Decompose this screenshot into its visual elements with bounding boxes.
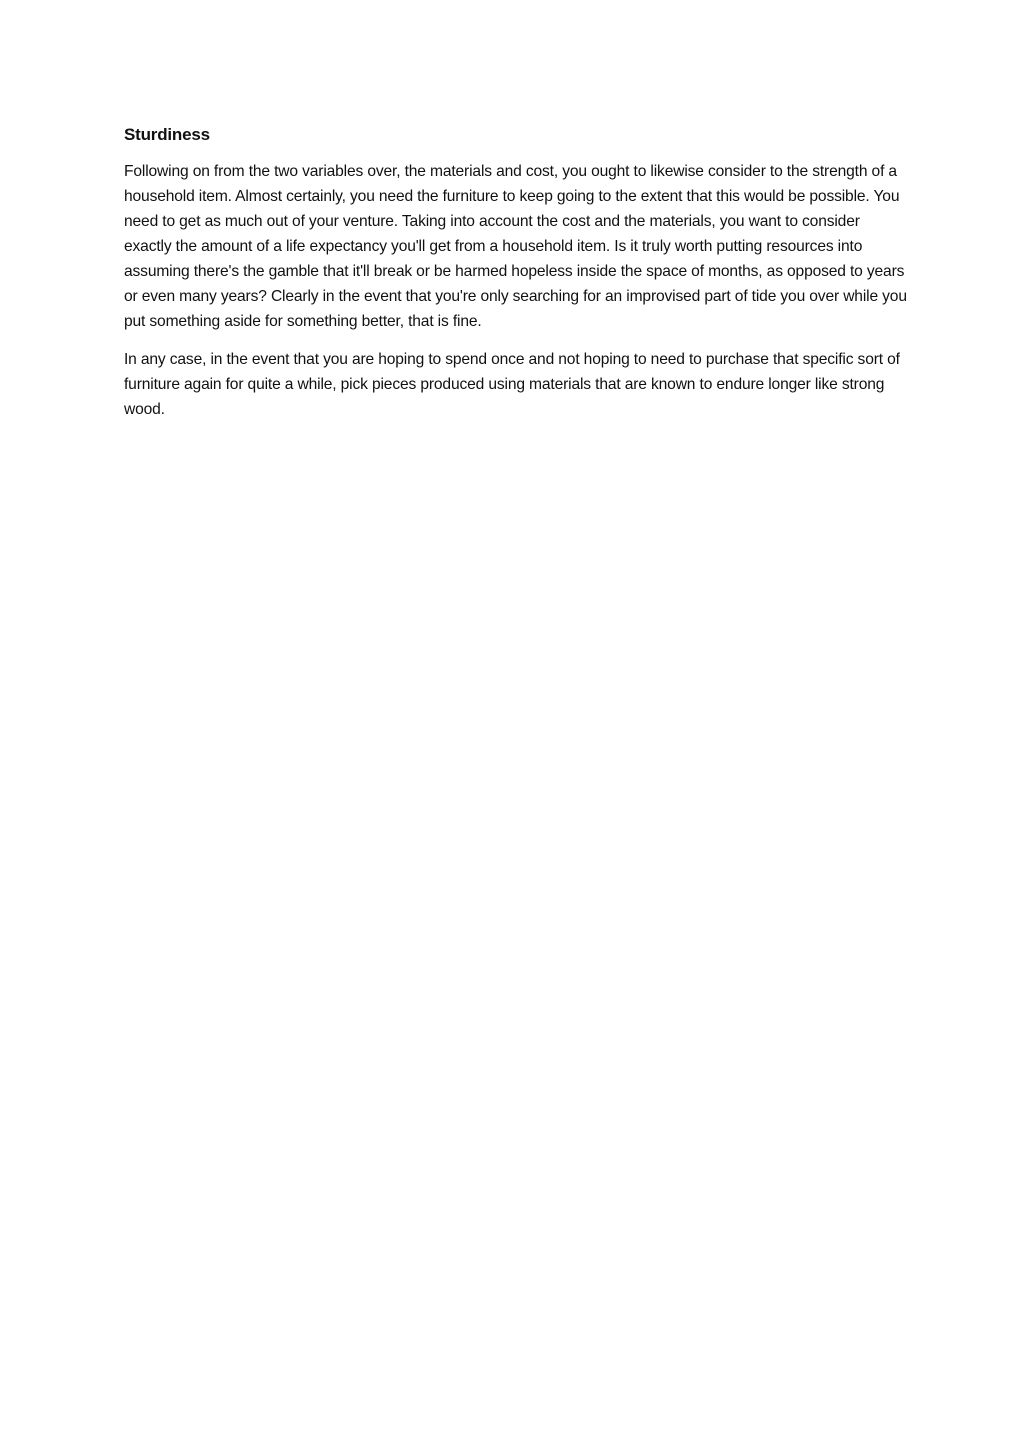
document-body [124, 122, 910, 435]
body-paragraph-1: Following on from the two variables over, the materials and cost, you ought to likewise consider to the strength of a household item. Almost certainly, you need the furniture to keep going to the extent that this would be possible. You need to get as much out of your venture. Taking into account the cost and the materials, you want to consider exactly the amount of a life expectancy you'll get from a household item. Is it truly worth putting resources into assuming there's the gamble that it'll break or be harmed hopeless inside the space of months, as opposed to years or even many years? Clearly in the event that you're only searching for an improvised part of tide you over while you put something aside for something better, that is fine. [124, 163, 907, 330]
body-paragraph-2: In any case, in the event that you are hoping to spend once and not hoping to need to purchase that specific sort of furniture again for quite a while, pick pieces produced using materials that are known to endure longer like strong wood. [124, 351, 900, 418]
section-heading: Sturdiness [124, 125, 210, 144]
